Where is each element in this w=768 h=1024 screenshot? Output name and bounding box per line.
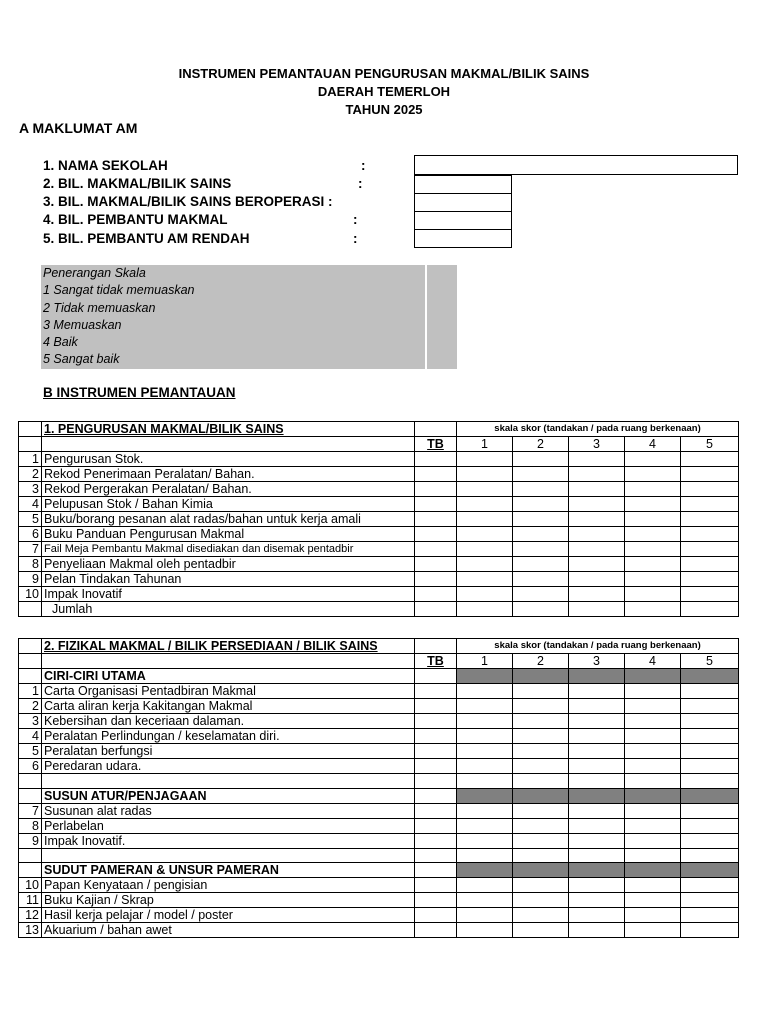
total-cell[interactable] — [625, 602, 681, 617]
score-cell[interactable] — [457, 557, 513, 572]
row-number: 4 — [19, 729, 42, 744]
table-row — [19, 908, 739, 923]
table-row — [19, 587, 739, 602]
score-cell[interactable] — [625, 729, 681, 744]
score-header: 1 — [457, 654, 513, 669]
score-cell[interactable] — [457, 527, 513, 542]
score-cell[interactable] — [681, 699, 739, 714]
score-cell[interactable] — [625, 908, 681, 923]
group-header-row — [19, 788, 739, 803]
score-cell[interactable] — [457, 482, 513, 497]
score-cell[interactable] — [625, 818, 681, 833]
score-cell[interactable] — [513, 572, 569, 587]
score-cell[interactable] — [513, 714, 569, 729]
row-text: Pelan Tindakan Tahunan — [42, 572, 415, 587]
score-cell[interactable] — [569, 759, 625, 774]
score-cell[interactable] — [513, 893, 569, 908]
row-number: 1 — [19, 684, 42, 699]
bil-beroperasi-input[interactable] — [414, 193, 512, 212]
row-number: 3 — [19, 482, 42, 497]
score-cell[interactable] — [625, 878, 681, 893]
row-number: 10 — [19, 587, 42, 602]
legend-item: 3 Memuaskan — [43, 317, 122, 332]
bil-makmal-input[interactable] — [414, 175, 512, 194]
score-cell[interactable] — [625, 572, 681, 587]
tb-cell[interactable] — [415, 893, 457, 908]
score-cell[interactable] — [569, 818, 625, 833]
score-cell[interactable] — [569, 729, 625, 744]
section-b-title: B INSTRUMEN PEMANTAUAN — [43, 385, 236, 400]
row-number: 13 — [19, 923, 42, 938]
score-cell[interactable] — [681, 923, 739, 938]
nama-sekolah-input[interactable] — [414, 155, 738, 175]
table-row — [19, 512, 739, 527]
score-cell[interactable] — [513, 587, 569, 602]
field-colon: : — [361, 158, 366, 173]
table1-total-row — [19, 602, 739, 617]
score-cell[interactable] — [681, 542, 739, 557]
score-cell[interactable] — [681, 684, 739, 699]
score-cell[interactable] — [513, 527, 569, 542]
row-text: Peralatan berfungsi — [42, 744, 415, 759]
tb-cell[interactable] — [415, 684, 457, 699]
legend-item: 1 Sangat tidak memuaskan — [43, 283, 195, 298]
row-text: Hasil kerja pelajar / model / poster — [42, 908, 415, 923]
group-title: SUSUN ATUR/PENJAGAAN — [42, 788, 415, 803]
row-text: Impak Inovatif — [42, 587, 415, 602]
tb-cell[interactable] — [415, 878, 457, 893]
score-cell[interactable] — [681, 497, 739, 512]
spacer-row — [19, 848, 739, 863]
row-text: Penyeliaan Makmal oleh pentadbir — [42, 557, 415, 572]
score-cell[interactable] — [681, 587, 739, 602]
total-cell[interactable] — [569, 602, 625, 617]
row-text: Buku/borang pesanan alat radas/bahan untuk kerja amali — [42, 512, 415, 527]
score-cell[interactable] — [569, 467, 625, 482]
score-cell[interactable] — [513, 729, 569, 744]
tb-cell[interactable] — [415, 833, 457, 848]
tb-cell[interactable] — [415, 699, 457, 714]
tb-cell[interactable] — [415, 803, 457, 818]
tb-cell[interactable] — [415, 759, 457, 774]
score-cell[interactable] — [681, 744, 739, 759]
score-cell[interactable] — [569, 572, 625, 587]
table-row — [19, 878, 739, 893]
score-header: 3 — [569, 654, 625, 669]
table-row — [19, 482, 739, 497]
pembantu-am-input[interactable] — [414, 229, 512, 248]
score-cell[interactable] — [681, 527, 739, 542]
score-cell[interactable] — [513, 482, 569, 497]
score-cell[interactable] — [625, 699, 681, 714]
table-row — [19, 684, 739, 699]
score-cell[interactable] — [513, 818, 569, 833]
table2-title: 2. FIZIKAL MAKMAL / BILIK PERSEDIAAN / BILIK SAINS — [42, 639, 415, 654]
legend-side-block — [427, 265, 457, 369]
tb-cell[interactable] — [415, 572, 457, 587]
group-title: CIRI-CIRI UTAMA — [42, 669, 415, 684]
tb-cell[interactable] — [415, 497, 457, 512]
score-cell[interactable] — [625, 527, 681, 542]
score-cell[interactable] — [569, 908, 625, 923]
score-cell[interactable] — [513, 512, 569, 527]
total-cell[interactable] — [457, 602, 513, 617]
score-cell[interactable] — [625, 482, 681, 497]
table-row — [19, 557, 739, 572]
score-cell[interactable] — [457, 744, 513, 759]
score-cell[interactable] — [625, 893, 681, 908]
score-cell[interactable] — [625, 714, 681, 729]
table-row — [19, 803, 739, 818]
tb-total-cell[interactable] — [415, 602, 457, 617]
legend-item: 2 Tidak memuaskan — [43, 300, 156, 315]
row-number: 11 — [19, 893, 42, 908]
score-cell[interactable] — [625, 744, 681, 759]
table-row — [19, 497, 739, 512]
tb-cell[interactable] — [415, 482, 457, 497]
score-cell[interactable] — [681, 729, 739, 744]
row-text: Fail Meja Pembantu Makmal disediakan dan disemak pentadbir — [42, 542, 415, 557]
score-cell[interactable] — [513, 803, 569, 818]
score-cell[interactable] — [681, 893, 739, 908]
row-text: Peredaran udara. — [42, 759, 415, 774]
score-cell[interactable] — [513, 467, 569, 482]
table-row — [19, 699, 739, 714]
row-number: 7 — [19, 542, 42, 557]
table-row — [19, 923, 739, 938]
row-number: 9 — [19, 833, 42, 848]
field-colon: : — [358, 176, 363, 191]
table-row — [19, 467, 739, 482]
score-cell[interactable] — [681, 572, 739, 587]
row-text: Rekod Penerimaan Peralatan/ Bahan. — [42, 467, 415, 482]
score-cell[interactable] — [569, 893, 625, 908]
score-cell[interactable] — [569, 497, 625, 512]
doc-district: DAERAH TEMERLOH — [317, 84, 451, 99]
row-number: 9 — [19, 572, 42, 587]
doc-year: TAHUN 2025 — [345, 102, 423, 117]
score-cell[interactable] — [457, 729, 513, 744]
group-header-row — [19, 669, 739, 684]
score-cell[interactable] — [457, 878, 513, 893]
pembantu-makmal-input[interactable] — [414, 211, 512, 230]
table-row — [19, 527, 739, 542]
table-row — [19, 893, 739, 908]
score-cell[interactable] — [457, 684, 513, 699]
score-cell[interactable] — [457, 572, 513, 587]
tb-cell[interactable] — [415, 587, 457, 602]
score-cell[interactable] — [569, 714, 625, 729]
score-cell[interactable] — [681, 818, 739, 833]
score-cell[interactable] — [569, 744, 625, 759]
score-cell[interactable] — [457, 803, 513, 818]
row-text: Rekod Pergerakan Peralatan/ Bahan. — [42, 482, 415, 497]
score-cell[interactable] — [569, 557, 625, 572]
tb-cell[interactable] — [415, 744, 457, 759]
score-cell[interactable] — [569, 587, 625, 602]
score-cell[interactable] — [681, 759, 739, 774]
tb-header: TB — [415, 437, 457, 452]
score-header: 5 — [681, 437, 739, 452]
score-cell[interactable] — [569, 452, 625, 467]
field-label-pembantu-am: 5. BIL. PEMBANTU AM RENDAH — [43, 231, 250, 246]
tb-cell[interactable] — [415, 452, 457, 467]
tb-cell[interactable] — [415, 908, 457, 923]
row-text: Buku Panduan Pengurusan Makmal — [42, 527, 415, 542]
score-header: 4 — [625, 437, 681, 452]
doc-title: INSTRUMEN PEMANTAUAN PENGURUSAN MAKMAL/BILIK SAINS — [178, 66, 590, 81]
row-text: Kebersihan dan keceriaan dalaman. — [42, 714, 415, 729]
section-a-title: A MAKLUMAT AM — [19, 120, 138, 136]
score-cell[interactable] — [457, 512, 513, 527]
table1-title-row — [19, 422, 739, 437]
row-text: Pelupusan Stok / Bahan Kimia — [42, 497, 415, 512]
row-text: Peralatan Perlindungan / keselamatan diri. — [42, 729, 415, 744]
score-cell[interactable] — [513, 542, 569, 557]
score-cell[interactable] — [625, 587, 681, 602]
table-row — [19, 818, 739, 833]
score-cell[interactable] — [457, 759, 513, 774]
tb-cell[interactable] — [415, 527, 457, 542]
field-label-bil-beroperasi: 3. BIL. MAKMAL/BILIK SAINS BEROPERASI : — [43, 194, 333, 209]
table-row — [19, 744, 739, 759]
tb-cell[interactable] — [415, 714, 457, 729]
score-cell[interactable] — [513, 878, 569, 893]
row-number: 12 — [19, 908, 42, 923]
tb-cell[interactable] — [415, 923, 457, 938]
scale-note: skala skor (tandakan / pada ruang berkenaan) — [457, 422, 739, 437]
row-text: Susunan alat radas — [42, 803, 415, 818]
score-cell[interactable] — [681, 908, 739, 923]
tb-cell[interactable] — [415, 542, 457, 557]
row-number: 7 — [19, 803, 42, 818]
row-text: Carta Organisasi Pentadbiran Makmal — [42, 684, 415, 699]
score-cell[interactable] — [681, 557, 739, 572]
score-cell[interactable] — [569, 878, 625, 893]
score-cell[interactable] — [625, 759, 681, 774]
score-cell[interactable] — [513, 497, 569, 512]
score-cell[interactable] — [513, 759, 569, 774]
score-cell[interactable] — [681, 803, 739, 818]
row-text: Papan Kenyataan / pengisian — [42, 878, 415, 893]
row-text: Carta aliran kerja Kakitangan Makmal — [42, 699, 415, 714]
row-number: 3 — [19, 714, 42, 729]
field-label-pembantu-makmal: 4. BIL. PEMBANTU MAKMAL — [43, 212, 228, 227]
score-cell[interactable] — [457, 452, 513, 467]
score-cell[interactable] — [457, 714, 513, 729]
score-header: 2 — [513, 654, 569, 669]
field-colon: : — [353, 212, 358, 227]
table-row — [19, 833, 739, 848]
score-cell[interactable] — [457, 497, 513, 512]
score-cell[interactable] — [513, 557, 569, 572]
score-cell[interactable] — [569, 482, 625, 497]
tb-cell[interactable] — [415, 557, 457, 572]
tb-cell[interactable] — [415, 467, 457, 482]
row-text: Pengurusan Stok. — [42, 452, 415, 467]
row-number: 6 — [19, 759, 42, 774]
score-cell[interactable] — [569, 684, 625, 699]
score-cell[interactable] — [457, 542, 513, 557]
score-cell[interactable] — [457, 818, 513, 833]
score-cell[interactable] — [625, 833, 681, 848]
score-cell[interactable] — [625, 542, 681, 557]
group-header-row — [19, 863, 739, 878]
table-row — [19, 714, 739, 729]
score-cell[interactable] — [513, 684, 569, 699]
row-number: 1 — [19, 452, 42, 467]
row-text: Perlabelan — [42, 818, 415, 833]
score-cell[interactable] — [457, 923, 513, 938]
score-cell[interactable] — [625, 497, 681, 512]
score-cell[interactable] — [513, 833, 569, 848]
score-cell[interactable] — [513, 452, 569, 467]
score-cell[interactable] — [625, 557, 681, 572]
tb-cell[interactable] — [415, 729, 457, 744]
row-text: Impak Inovatif. — [42, 833, 415, 848]
total-cell[interactable] — [513, 602, 569, 617]
score-cell[interactable] — [569, 512, 625, 527]
total-label: Jumlah — [42, 602, 415, 617]
total-cell[interactable] — [681, 602, 739, 617]
score-cell[interactable] — [457, 893, 513, 908]
table1-header-row — [19, 437, 739, 452]
score-cell[interactable] — [569, 542, 625, 557]
field-colon: : — [353, 231, 358, 246]
table-row — [19, 452, 739, 467]
score-header: 2 — [513, 437, 569, 452]
score-cell[interactable] — [569, 527, 625, 542]
row-number: 5 — [19, 512, 42, 527]
score-cell[interactable] — [681, 878, 739, 893]
table1-title: 1. PENGURUSAN MAKMAL/BILIK SAINS — [42, 422, 415, 437]
score-cell[interactable] — [457, 587, 513, 602]
group-title: SUDUT PAMERAN & UNSUR PAMERAN — [42, 863, 415, 878]
score-header: 5 — [681, 654, 739, 669]
score-cell[interactable] — [625, 467, 681, 482]
score-cell[interactable] — [513, 908, 569, 923]
table2-header-row — [19, 654, 739, 669]
row-number: 8 — [19, 557, 42, 572]
table-fizikal — [18, 638, 739, 938]
row-number: 4 — [19, 497, 42, 512]
scale-legend — [41, 265, 425, 369]
row-text: Akuarium / bahan awet — [42, 923, 415, 938]
score-cell[interactable] — [569, 923, 625, 938]
row-number: 6 — [19, 527, 42, 542]
legend-item: 4 Baik — [43, 335, 78, 350]
table2-title-row — [19, 639, 739, 654]
score-header: 3 — [569, 437, 625, 452]
row-number: 2 — [19, 467, 42, 482]
score-cell[interactable] — [681, 482, 739, 497]
score-cell[interactable] — [569, 803, 625, 818]
score-cell[interactable] — [625, 452, 681, 467]
score-cell[interactable] — [681, 452, 739, 467]
score-cell[interactable] — [681, 467, 739, 482]
score-cell[interactable] — [513, 744, 569, 759]
legend-title: Penerangan Skala — [43, 266, 146, 280]
score-cell[interactable] — [681, 833, 739, 848]
legend-item: 5 Sangat baik — [43, 352, 120, 367]
score-cell[interactable] — [681, 512, 739, 527]
tb-cell[interactable] — [415, 818, 457, 833]
table-row — [19, 759, 739, 774]
score-cell[interactable] — [625, 684, 681, 699]
score-cell[interactable] — [513, 699, 569, 714]
score-cell[interactable] — [681, 714, 739, 729]
score-cell[interactable] — [569, 833, 625, 848]
score-cell[interactable] — [625, 803, 681, 818]
tb-header: TB — [415, 654, 457, 669]
score-cell[interactable] — [625, 923, 681, 938]
row-number: 10 — [19, 878, 42, 893]
score-cell[interactable] — [625, 512, 681, 527]
row-number: 2 — [19, 699, 42, 714]
table-pengurusan — [18, 421, 739, 617]
row-number: 8 — [19, 818, 42, 833]
row-number: 5 — [19, 744, 42, 759]
table-row — [19, 572, 739, 587]
score-cell[interactable] — [569, 699, 625, 714]
score-header: 4 — [625, 654, 681, 669]
table-row — [19, 542, 739, 557]
score-cell[interactable] — [513, 923, 569, 938]
spacer-row — [19, 774, 739, 789]
score-header: 1 — [457, 437, 513, 452]
tb-cell[interactable] — [415, 512, 457, 527]
score-cell[interactable] — [457, 833, 513, 848]
score-cell[interactable] — [457, 908, 513, 923]
score-cell[interactable] — [457, 467, 513, 482]
table-row — [19, 729, 739, 744]
row-text: Buku Kajian / Skrap — [42, 893, 415, 908]
score-cell[interactable] — [457, 699, 513, 714]
scale-note: skala skor (tandakan / pada ruang berkenaan) — [457, 639, 739, 654]
field-label-nama-sekolah: 1. NAMA SEKOLAH — [43, 158, 168, 173]
field-label-bil-makmal: 2. BIL. MAKMAL/BILIK SAINS — [43, 176, 232, 191]
